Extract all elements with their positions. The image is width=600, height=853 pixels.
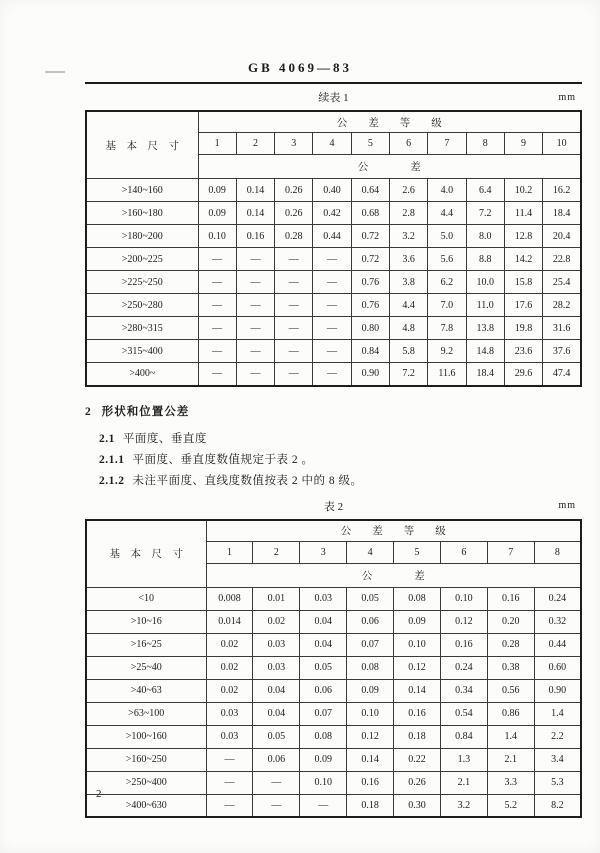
table2-tolerance-cell: 0.12 bbox=[394, 656, 441, 679]
table1-basic-size-header: 基 本 尺 寸 bbox=[86, 111, 198, 179]
table1-tolerance-cell: 11.0 bbox=[466, 294, 504, 317]
table1-tolerance-cell: 7.8 bbox=[428, 317, 466, 340]
table1-tolerance-cell: 0.64 bbox=[351, 179, 389, 202]
table2-row bbox=[86, 794, 581, 817]
standard-number-heading: GB 4069—83 bbox=[247, 60, 353, 75]
table1-caption-row bbox=[85, 84, 582, 110]
table2-caption: 表 2 bbox=[323, 500, 344, 513]
table2-tolerance-cell: 0.10 bbox=[440, 587, 487, 610]
table1-grade-number: 9 bbox=[504, 133, 542, 155]
table1-tolerance-cell: 4.4 bbox=[428, 202, 466, 225]
table2-header-row-grade-title bbox=[86, 520, 581, 542]
table2-grade-number: 4 bbox=[347, 541, 394, 563]
table2-tolerance-cell: 0.03 bbox=[206, 725, 253, 748]
table2-row bbox=[86, 748, 581, 771]
table2-tolerance-cell: 0.08 bbox=[347, 656, 394, 679]
table1-tolerance-cell: 11.6 bbox=[428, 363, 466, 386]
table1-tolerance-cell: — bbox=[236, 294, 274, 317]
table2-basic-size-cell: >250~400 bbox=[86, 771, 206, 794]
table1-tolerance-cell: 47.4 bbox=[543, 363, 581, 386]
table2-tolerance-cell: 3.2 bbox=[440, 794, 487, 817]
table2-tolerance-cell: 0.24 bbox=[534, 587, 581, 610]
table2-basic-size-cell: <10 bbox=[86, 587, 206, 610]
table2-tolerance-cell: 2.1 bbox=[440, 771, 487, 794]
table2-tolerance-cell: 0.56 bbox=[487, 679, 534, 702]
table2-tolerance-cell: 0.16 bbox=[394, 702, 441, 725]
table1-grade-title: 公 差 等 级 bbox=[198, 111, 581, 133]
table2-row bbox=[86, 587, 581, 610]
table1-tolerance-cell: — bbox=[236, 363, 274, 386]
clause-2-1-1-number: 2.1.1 bbox=[99, 453, 125, 466]
table1-tolerance-cell: — bbox=[275, 340, 313, 363]
table1-grade-number: 10 bbox=[543, 133, 581, 155]
table1-tolerance-cell: 4.8 bbox=[389, 317, 427, 340]
table2-tolerance-cell: 0.05 bbox=[253, 725, 300, 748]
table2-tolerance-cell: — bbox=[253, 794, 300, 817]
table2-tolerance-cell: 0.08 bbox=[394, 587, 441, 610]
table2-tolerance-cell: 0.12 bbox=[347, 725, 394, 748]
table1-basic-size-cell: >225~250 bbox=[86, 271, 198, 294]
table1-tolerance-cell: — bbox=[198, 317, 236, 340]
table1-tolerance-cell: 0.44 bbox=[313, 225, 351, 248]
table1-tolerance-cell: 0.72 bbox=[351, 225, 389, 248]
table1-tolerance-cell: — bbox=[275, 317, 313, 340]
table2-tolerance-cell: 0.08 bbox=[300, 725, 347, 748]
table2-row bbox=[86, 771, 581, 794]
table1-tolerance-cell: 20.4 bbox=[543, 225, 581, 248]
table1-row bbox=[86, 248, 581, 271]
clause-2-1-1 bbox=[99, 451, 580, 467]
table2-row bbox=[86, 725, 581, 748]
table1-tolerance-cell: — bbox=[236, 317, 274, 340]
table2-tolerance-cell: 0.008 bbox=[206, 587, 253, 610]
table1-tolerance-cell: 0.84 bbox=[351, 340, 389, 363]
table1-tolerance-cell: 0.14 bbox=[236, 179, 274, 202]
table1-tolerance-cell: 0.80 bbox=[351, 317, 389, 340]
table1-basic-size-cell: >250~280 bbox=[86, 294, 198, 317]
table1-tolerance-cell: 0.09 bbox=[198, 179, 236, 202]
table2-tolerance-cell: 1.4 bbox=[534, 702, 581, 725]
table1-tolerance-cell: 10.0 bbox=[466, 271, 504, 294]
table1-tolerance-cell: 0.76 bbox=[351, 294, 389, 317]
table1-tolerance-cell: 28.2 bbox=[543, 294, 581, 317]
table2-tolerance-cell: 0.12 bbox=[440, 610, 487, 633]
table2-tolerance-cell: 0.09 bbox=[394, 610, 441, 633]
table1-tolerance-cell: 14.8 bbox=[466, 340, 504, 363]
table1-tolerance-cell: — bbox=[313, 271, 351, 294]
table1-tolerance-cell: — bbox=[236, 248, 274, 271]
table2-tolerance-cell: 3.4 bbox=[534, 748, 581, 771]
table2-tolerance-cell: 0.05 bbox=[300, 656, 347, 679]
table1-tolerance-cell: 8.0 bbox=[466, 225, 504, 248]
table1-tolerance-cell: 10.2 bbox=[504, 179, 542, 202]
clause-2-1-2-text: 未注平面度、直线度数值按表 2 中的 8 级。 bbox=[132, 474, 363, 487]
table2-tolerance-cell: 0.09 bbox=[300, 748, 347, 771]
table2-tolerance-cell: 0.02 bbox=[206, 656, 253, 679]
table2-unit-label: mm bbox=[558, 500, 576, 511]
table1-grade-number: 7 bbox=[428, 133, 466, 155]
table2-tolerance-cell: 5.3 bbox=[534, 771, 581, 794]
table2-tolerance-cell: 0.26 bbox=[394, 771, 441, 794]
table1-tolerance-title: 公 差 bbox=[198, 155, 581, 179]
table2-grade-number: 6 bbox=[440, 541, 487, 563]
table1-basic-size-cell: >180~200 bbox=[86, 225, 198, 248]
table2-tolerance-cell: 0.06 bbox=[347, 610, 394, 633]
table2-tolerance-cell: — bbox=[206, 794, 253, 817]
table1-grade-number: 2 bbox=[236, 133, 274, 155]
table1-header-row-grade-title bbox=[86, 111, 581, 133]
table1-tolerance-cell: 0.76 bbox=[351, 271, 389, 294]
table1-tolerance-cell: 17.6 bbox=[504, 294, 542, 317]
table1-basic-size-cell: >280~315 bbox=[86, 317, 198, 340]
table1-tolerance-cell: 12.8 bbox=[504, 225, 542, 248]
table1-tolerance-cell: — bbox=[313, 248, 351, 271]
table2-tolerance-cell: 0.10 bbox=[347, 702, 394, 725]
table1-tolerance-cell: 3.2 bbox=[389, 225, 427, 248]
table1-tolerance-cell: — bbox=[275, 294, 313, 317]
table1-tolerance-cell: 37.6 bbox=[543, 340, 581, 363]
table2-tolerance-cell: 8.2 bbox=[534, 794, 581, 817]
table1-tolerance-cell: — bbox=[236, 340, 274, 363]
clause-2-1-2-number: 2.1.2 bbox=[99, 474, 125, 487]
table1-tolerance-cell: 25.4 bbox=[543, 271, 581, 294]
table2-tolerance-cell: 0.60 bbox=[534, 656, 581, 679]
table2-basic-size-header: 基 本 尺 寸 bbox=[86, 520, 206, 588]
table2-row bbox=[86, 702, 581, 725]
table1-tolerance-cell: 3.6 bbox=[389, 248, 427, 271]
table2-tolerance-cell: 0.014 bbox=[206, 610, 253, 633]
page-number: 2 bbox=[96, 788, 102, 800]
table1-tolerance-cell: 22.8 bbox=[543, 248, 581, 271]
table2-tolerance-cell: 0.05 bbox=[347, 587, 394, 610]
table1-tolerance-cell: — bbox=[236, 271, 274, 294]
table2-tolerance-cell: 0.84 bbox=[440, 725, 487, 748]
table1-tolerance-cell: 0.40 bbox=[313, 179, 351, 202]
table1-tolerance-cell: — bbox=[198, 363, 236, 386]
table2-tolerance-cell: 0.01 bbox=[253, 587, 300, 610]
table1-row bbox=[86, 340, 581, 363]
table2-tolerance-cell: 0.03 bbox=[206, 702, 253, 725]
table1-tolerance-cell: 6.4 bbox=[466, 179, 504, 202]
table1-continued bbox=[85, 110, 582, 387]
table1-tolerance-cell: 2.8 bbox=[389, 202, 427, 225]
table2-tolerance-title: 公 差 bbox=[206, 563, 581, 587]
table2-tolerance-cell: 0.04 bbox=[253, 702, 300, 725]
table1-unit-label: mm bbox=[558, 91, 576, 103]
table1-tolerance-cell: — bbox=[275, 363, 313, 386]
table2-basic-size-cell: >16~25 bbox=[86, 633, 206, 656]
table1-tolerance-cell: 4.4 bbox=[389, 294, 427, 317]
table2-grade-title: 公 差 等 级 bbox=[206, 520, 581, 542]
table1-tolerance-cell: 11.4 bbox=[504, 202, 542, 225]
table1-tolerance-cell: 7.0 bbox=[428, 294, 466, 317]
table2-tolerance-cell: 0.24 bbox=[440, 656, 487, 679]
table2-tolerance-cell: 0.04 bbox=[300, 633, 347, 656]
table1-tolerance-cell: — bbox=[313, 340, 351, 363]
table1-tolerance-cell: — bbox=[313, 294, 351, 317]
table1-tolerance-cell: 0.42 bbox=[313, 202, 351, 225]
table2-tolerance-cell: 2.1 bbox=[487, 748, 534, 771]
table1-tolerance-cell: 8.8 bbox=[466, 248, 504, 271]
table2-caption-row bbox=[85, 493, 582, 519]
table1-tolerance-cell: — bbox=[198, 340, 236, 363]
table2-tolerance-cell: — bbox=[300, 794, 347, 817]
table1-grade-number: 3 bbox=[275, 133, 313, 155]
table1-row bbox=[86, 271, 581, 294]
table1-tolerance-cell: 29.6 bbox=[504, 363, 542, 386]
table1-row bbox=[86, 179, 581, 202]
table1-tolerance-cell: 5.0 bbox=[428, 225, 466, 248]
table2-tolerance-cell: 1.4 bbox=[487, 725, 534, 748]
table2-grade-number: 8 bbox=[534, 541, 581, 563]
table1-row bbox=[86, 317, 581, 340]
table1-grade-number: 8 bbox=[466, 133, 504, 155]
table1-caption: 续表 1 bbox=[318, 92, 349, 104]
table1-tolerance-cell: 2.6 bbox=[389, 179, 427, 202]
table1-grade-number: 1 bbox=[198, 133, 236, 155]
table1-tolerance-cell: 5.6 bbox=[428, 248, 466, 271]
table2-tolerance-cell: — bbox=[206, 748, 253, 771]
table2-tolerance-cell: 0.86 bbox=[487, 702, 534, 725]
table1-tolerance-cell: 7.2 bbox=[389, 363, 427, 386]
section-2-heading bbox=[85, 403, 580, 419]
table2-tolerance-cell: — bbox=[206, 771, 253, 794]
table1-tolerance-cell: — bbox=[198, 294, 236, 317]
table2-tolerance-cell: 0.90 bbox=[534, 679, 581, 702]
table2-basic-size-cell: >10~16 bbox=[86, 610, 206, 633]
table2-tolerance-cell: 0.32 bbox=[534, 610, 581, 633]
table1-tolerance-cell: 0.14 bbox=[236, 202, 274, 225]
table2-tolerance-cell: 0.18 bbox=[394, 725, 441, 748]
section-2-title: 形状和位置公差 bbox=[101, 405, 190, 418]
table1-tolerance-cell: 15.8 bbox=[504, 271, 542, 294]
table2-tolerance-cell: 0.09 bbox=[347, 679, 394, 702]
table1-tolerance-cell: 9.2 bbox=[428, 340, 466, 363]
table1-tolerance-cell: 23.6 bbox=[504, 340, 542, 363]
table1-tolerance-cell: 3.8 bbox=[389, 271, 427, 294]
table2-tolerance-cell: 0.07 bbox=[347, 633, 394, 656]
table2-tolerance-cell: 0.16 bbox=[487, 587, 534, 610]
table2-tolerance-cell: 0.04 bbox=[253, 679, 300, 702]
table2-basic-size-cell: >160~250 bbox=[86, 748, 206, 771]
table1-tolerance-cell: 0.28 bbox=[275, 225, 313, 248]
clause-2-1-2 bbox=[99, 472, 580, 488]
table1-tolerance-cell: 0.09 bbox=[198, 202, 236, 225]
clause-2-1 bbox=[99, 430, 580, 446]
table2-grade-number: 3 bbox=[300, 541, 347, 563]
table1-basic-size-cell: >315~400 bbox=[86, 340, 198, 363]
table2-tolerance-cell: 0.38 bbox=[487, 656, 534, 679]
table2-tolerance-cell: 0.06 bbox=[253, 748, 300, 771]
table2-tolerance-cell: 0.18 bbox=[347, 794, 394, 817]
table1-basic-size-cell: >160~180 bbox=[86, 202, 198, 225]
table2-tolerance-cell: 0.10 bbox=[300, 771, 347, 794]
table1-tolerance-cell: 7.2 bbox=[466, 202, 504, 225]
table2-row bbox=[86, 679, 581, 702]
table1-tolerance-cell: 0.10 bbox=[198, 225, 236, 248]
table1-grade-number: 5 bbox=[351, 133, 389, 155]
table1-tolerance-cell: 19.8 bbox=[504, 317, 542, 340]
table2-grade-number: 5 bbox=[394, 541, 441, 563]
table2-tolerance-cell: 3.3 bbox=[487, 771, 534, 794]
table2-tolerance-cell: 0.20 bbox=[487, 610, 534, 633]
table1-tolerance-cell: 31.6 bbox=[543, 317, 581, 340]
table2-tolerance-cell: 0.54 bbox=[440, 702, 487, 725]
clause-2-1-number: 2.1 bbox=[99, 432, 115, 445]
table1-row bbox=[86, 225, 581, 248]
table1-tolerance-cell: 16.2 bbox=[543, 179, 581, 202]
table1-tolerance-cell: — bbox=[313, 317, 351, 340]
table2-tolerance-cell: 0.22 bbox=[394, 748, 441, 771]
table2-tolerance-cell: 0.16 bbox=[347, 771, 394, 794]
table1-grade-number: 6 bbox=[389, 133, 427, 155]
table1-tolerance-cell: 0.16 bbox=[236, 225, 274, 248]
table2-tolerance-cell: 0.28 bbox=[487, 633, 534, 656]
table2-basic-size-cell: >40~63 bbox=[86, 679, 206, 702]
table1-tolerance-cell: 0.90 bbox=[351, 363, 389, 386]
table2-tolerance-cell: 0.02 bbox=[253, 610, 300, 633]
table2-tolerance-cell: 0.14 bbox=[394, 679, 441, 702]
table1-basic-size-cell: >200~225 bbox=[86, 248, 198, 271]
table2-basic-size-cell: >100~160 bbox=[86, 725, 206, 748]
table1-basic-size-cell: >400~ bbox=[86, 363, 198, 386]
table2-tolerance-cell: 0.02 bbox=[206, 679, 253, 702]
table2-row bbox=[86, 633, 581, 656]
table1-grade-number: 4 bbox=[313, 133, 351, 155]
table1-tolerance-cell: 0.72 bbox=[351, 248, 389, 271]
table1-row bbox=[86, 202, 581, 225]
table1-tolerance-cell: 18.4 bbox=[466, 363, 504, 386]
table2-tolerance-cell: 0.14 bbox=[347, 748, 394, 771]
table2-tolerance-cell: 0.07 bbox=[300, 702, 347, 725]
table2-tolerance-cell: 0.16 bbox=[440, 633, 487, 656]
scan-artifact-dash bbox=[45, 71, 65, 73]
table2-tolerance-cell: 0.02 bbox=[206, 633, 253, 656]
clause-2-1-text: 平面度、垂直度 bbox=[122, 432, 207, 445]
table2-tolerance-cell: 2.2 bbox=[534, 725, 581, 748]
table1-tolerance-cell: 6.2 bbox=[428, 271, 466, 294]
table2-row bbox=[86, 610, 581, 633]
table1-tolerance-cell: 0.26 bbox=[275, 202, 313, 225]
table1-tolerance-cell: 14.2 bbox=[504, 248, 542, 271]
table1-tolerance-cell: 18.4 bbox=[543, 202, 581, 225]
table2-tolerance-cell: — bbox=[253, 771, 300, 794]
table1-basic-size-cell: >140~160 bbox=[86, 179, 198, 202]
table2-tolerance-cell: 0.10 bbox=[394, 633, 441, 656]
table2-tolerance-cell: 0.03 bbox=[300, 587, 347, 610]
section-2-number: 2 bbox=[85, 405, 92, 418]
table2-tolerance-cell: 0.34 bbox=[440, 679, 487, 702]
table1-tolerance-cell: — bbox=[275, 271, 313, 294]
table2-basic-size-cell: >400~630 bbox=[86, 794, 206, 817]
clause-2-1-1-text: 平面度、垂直度数值规定于表 2 。 bbox=[132, 453, 314, 466]
table1-tolerance-cell: 5.8 bbox=[389, 340, 427, 363]
table1-tolerance-cell: 0.26 bbox=[275, 179, 313, 202]
table2-tolerance-cell: 0.30 bbox=[394, 794, 441, 817]
table2-grade-number: 2 bbox=[253, 541, 300, 563]
table2-tolerance-cell: 0.03 bbox=[253, 656, 300, 679]
table2 bbox=[85, 519, 582, 819]
table1-tolerance-cell: — bbox=[198, 248, 236, 271]
table2-basic-size-cell: >25~40 bbox=[86, 656, 206, 679]
table1-row bbox=[86, 294, 581, 317]
table1-tolerance-cell: 13.8 bbox=[466, 317, 504, 340]
table1-tolerance-cell: 4.0 bbox=[428, 179, 466, 202]
section-2 bbox=[85, 403, 580, 488]
table1-tolerance-cell: — bbox=[198, 271, 236, 294]
table2-tolerance-cell: 1.3 bbox=[440, 748, 487, 771]
table2-tolerance-cell: 0.44 bbox=[534, 633, 581, 656]
table2-basic-size-cell: >63~100 bbox=[86, 702, 206, 725]
table2-tolerance-cell: 0.03 bbox=[253, 633, 300, 656]
table1-tolerance-cell: — bbox=[313, 363, 351, 386]
table1-tolerance-cell: 0.68 bbox=[351, 202, 389, 225]
table1-tolerance-cell: — bbox=[275, 248, 313, 271]
table2-tolerance-cell: 0.04 bbox=[300, 610, 347, 633]
table2-grade-number: 7 bbox=[487, 541, 534, 563]
table2-grade-number: 1 bbox=[206, 541, 253, 563]
table2-row bbox=[86, 656, 581, 679]
table1-row bbox=[86, 363, 581, 386]
table2-tolerance-cell: 0.06 bbox=[300, 679, 347, 702]
table2-tolerance-cell: 5.2 bbox=[487, 794, 534, 817]
